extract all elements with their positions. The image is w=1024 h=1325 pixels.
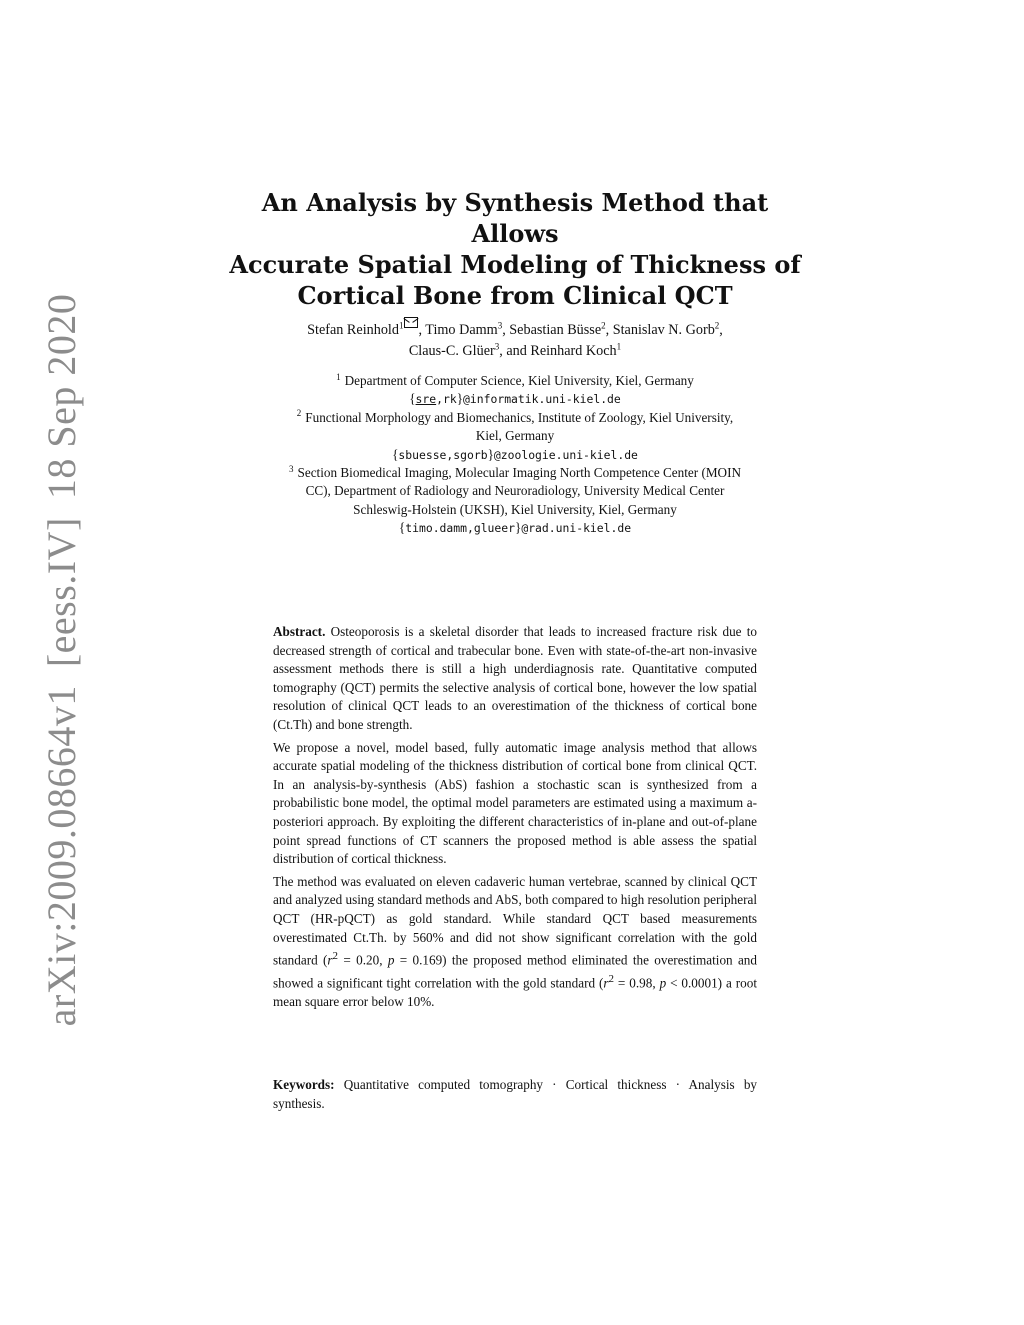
envelope-icon	[404, 317, 418, 328]
brace: }	[515, 520, 522, 536]
keywords-label: Keywords:	[273, 1077, 335, 1092]
author-name: , and Reinhard Koch	[499, 343, 617, 359]
stat-exponent: 2	[332, 950, 339, 963]
abstract-label: Abstract.	[273, 624, 326, 639]
affil-text: Section Biomedical Imaging, Molecular Imaging North Competence Center (MOIN	[297, 465, 741, 481]
affil-number: 2	[296, 408, 302, 419]
affil-number: 1	[336, 371, 341, 382]
author-affil-sup: 3	[497, 320, 503, 331]
abstract	[273, 623, 757, 1016]
email-user[interactable]: timo.damm,glueer	[405, 521, 515, 536]
arxiv-id: arXiv:2009.08664v1	[39, 685, 84, 1027]
affil-text: Functional Morphology and Biomechanics, Institute of Zoology, Kiel University,	[305, 409, 734, 425]
author-line-2	[230, 341, 800, 362]
stat-exponent: 2	[608, 973, 615, 986]
author-name: , Timo Damm	[418, 322, 498, 338]
abstract-text: = 0.20,	[338, 952, 388, 968]
author-line-1	[230, 317, 800, 341]
keywords	[273, 1076, 757, 1113]
author-affil-sup: 1	[398, 320, 404, 331]
author-name: Stefan Reinhold	[307, 322, 399, 338]
abstract-paragraph-2: We propose a novel, model based, fully automatic image analysis method that allows accurate spatial modeling of the thickness distribution of cortical bone from clinical QCT. In an analysis-by-synthesis (AbS) fashion a stochastic scan is synthesized from a probabilistic bone model, the optimal model parameters are estimated using a maximum a-posteriori approach. By exploiting the different characteristics of in-plane and out-of-plane point spread functions of CT scanners the proposed method is able assess the spatial distribution of cortical thickness.	[273, 739, 757, 867]
stat-symbol: p	[387, 952, 395, 968]
affil-email[interactable]	[226, 446, 804, 464]
email-domain[interactable]: @informatik.uni-kiel.de	[463, 392, 621, 407]
brace: {	[392, 446, 399, 462]
affil-text: Schleswig-Holstein (UKSH), Kiel University, Kiel, Germany	[353, 501, 677, 517]
brace: {	[409, 391, 416, 407]
arxiv-date: 18 Sep 2020	[39, 293, 84, 500]
email-domain[interactable]: @zoologie.uni-kiel.de	[493, 447, 638, 462]
affil-number: 3	[289, 463, 294, 474]
affil-text: Kiel, Germany	[475, 428, 555, 444]
abstract-text: = 0.169) the proposed method eliminated the overestimation and showed a significant tight correlation with the gold standard (	[273, 952, 757, 991]
author-list	[230, 317, 800, 362]
email-user[interactable]: ,rk	[436, 392, 457, 407]
stat-symbol: r	[327, 952, 333, 968]
abstract-text: The method was evaluated on eleven cadaveric human vertebrae, scanned by clinical QCT and analyzed using standard methods and AbS, both compared to high resolution peripheral QCT (HR-pQCT) as gold standard. While standard QCT based measurements overestimated Ct.Th. by 560% and did not show significant correlation with the gold standard (	[273, 873, 757, 968]
affil-email[interactable]	[226, 390, 804, 408]
affiliation-2	[226, 409, 804, 427]
abstract-text: = 0.98,	[614, 975, 660, 991]
abstract-paragraph-3	[273, 873, 757, 1012]
title-line: An Analysis by Synthesis Method that Allows	[261, 188, 769, 248]
author-affil-sup: 2	[601, 320, 606, 331]
stat-symbol: r	[603, 975, 609, 991]
affil-text: CC), Department of Radiology and Neuroradiology, University Medical Center	[305, 483, 725, 499]
email-user[interactable]: sbuesse,sgorb	[398, 447, 488, 462]
paper-title	[215, 187, 815, 311]
affiliation-1	[226, 372, 804, 390]
arxiv-identifier	[38, 294, 85, 1027]
email-domain[interactable]: @rad.uni-kiel.de	[521, 521, 632, 536]
brace: }	[456, 391, 464, 407]
brace: }	[487, 446, 494, 462]
author-affil-sup: 2	[714, 320, 720, 331]
title-line: Accurate Spatial Modeling of Thickness of	[229, 250, 801, 279]
email-user[interactable]: sre	[415, 392, 437, 407]
abstract-text: Osteoporosis is a skeletal disorder that leads to increased fracture risk due to decreased strength of cortical and trabecular bone. Even with state-of-the-art non-invasive assessment methods there is still a high underdiagnosis rate. Quantitative computed tomography (QCT) permits the selective analysis of cortical bone, however the low spatial resolution of clinical QCT leads to an overestimation of the thickness of cortical bone (Ct.Th) and bone strength.	[273, 624, 757, 732]
author-name: , Stanislav N. Gorb	[605, 322, 715, 338]
author-name: Claus-C. Glüer	[408, 343, 495, 359]
author-affil-sup: 3	[494, 341, 500, 352]
abstract-paragraph-1	[273, 623, 757, 735]
keywords-text: Quantitative computed tomography · Cortical thickness · Analysis by synthesis.	[273, 1077, 758, 1111]
arxiv-category: [eess.IV]	[39, 517, 84, 668]
author-name: , Sebastian Büsse	[502, 322, 602, 338]
affiliation-3	[226, 464, 804, 482]
title-line: Cortical Bone from Clinical QCT	[297, 281, 733, 310]
affil-text: Department of Computer Science, Kiel University, Kiel, Germany	[344, 373, 694, 388]
author-affil-sup: 1	[616, 341, 622, 352]
stat-symbol: p	[659, 975, 667, 991]
brace: {	[398, 520, 406, 536]
affil-email[interactable]	[226, 519, 804, 537]
abstract-text: < 0.0001) a root mean square error below 10%.	[273, 975, 757, 1010]
affiliations	[226, 372, 804, 538]
author-separator: ,	[719, 322, 723, 338]
